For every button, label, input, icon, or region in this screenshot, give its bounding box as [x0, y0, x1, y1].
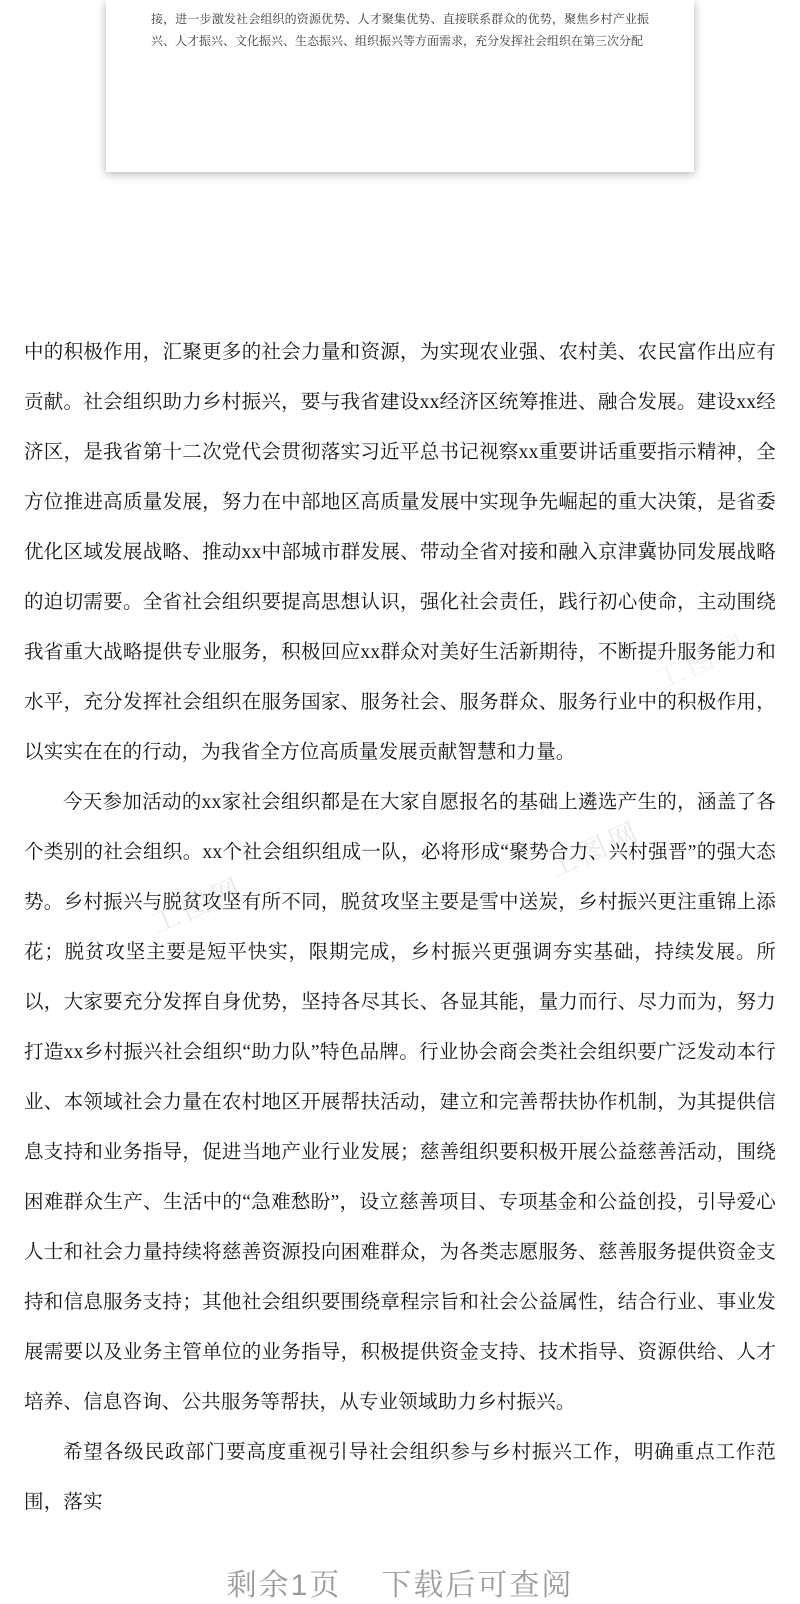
document-paragraph-continued: 中的积极作用，汇聚更多的社会力量和资源，为实现农业强、农村美、农民富作出应有贡献。社会组织助力乡村振兴，要与我省建设xx经济区统筹推进、融合发展。建设xx经济区，是我省第十二次党代会贯彻落实习近平总书记视察xx重要讲话重要指示精神，全方位推进高质量发展，努力在中部地区高质量发展中实现争先崛起的重大决策，是省委优化区域发展战略、推动xx中部城市群发展、带动全省对接和融入京津冀协同发展战略的迫切需要。全省社会组织要提高思想认识，强化社会责任，践行初心使命，主动围绕我省重大战略提供专业服务，积极回应xx群众对美好生活新期待，不断提升服务能力和水平，充分发挥社会组织在服务国家、服务社会、服务群众、服务行业中的积极作用，以实实在在的行动，为我省全方位高质量发展贡献智慧和力量。 [24, 342, 776, 763]
watermark-text: 工图网 [543, 814, 648, 885]
previous-page-text: 接，进一步激发社会组织的资源优势、人才聚集优势、直接联系群众的优势，聚焦乡村产业振兴、人才振兴、文化振兴、生态振兴、组织振兴等方面需求，充分发挥社会组织在第三次分配 [151, 12, 649, 48]
document-paragraph: 今天参加活动的xx家社会组织都是在大家自愿报名的基础上遴选产生的，涵盖了各个类别的社会组织。xx个社会组织组成一队，必将形成“聚势合力、兴村强晋”的强大态势。乡村振兴与脱贫攻坚有所不同，脱贫攻坚主要是雪中送炭，乡村振兴更注重锦上添花；脱贫攻坚主要是短平快实，限期完成，乡村振兴更强调夯实基础，持续发展。所以，大家要充分发挥自身优势，坚持各尽其长、各显其能，量力而行、尽力而为，努力打造xx乡村振兴社会组织“助力队”特色品牌。行业协会商会类社会组织要广泛发动本行业、本领域社会力量在农村地区开展帮扶活动，建立和完善帮扶协作机制，为其提供信息支持和业务指导，促进当地产业行业发展；慈善组织要积极开展公益慈善活动，围绕困难群众生产、生活中的“急难愁盼”，设立慈善项目、专项基金和公益创投，引导爱心人士和社会力量持续将慈善资源投向困难群众，为各类志愿服务、慈善服务提供资金支持和信息服务支持；其他社会组织要围绕章程宗旨和社会公益属性，结合行业、事业发展需要以及业务主管单位的业务指导，积极提供资金支持、技术指导、资源供给、人才培养、信息咨询、公共服务等帮扶，从专业领域助力乡村振兴。 [24, 792, 776, 1413]
remaining-pages-notice [0, 1560, 800, 1604]
previous-page-card [106, 0, 694, 172]
watermark-text: 工图网 [146, 870, 251, 941]
document-page [24, 328, 776, 1528]
watermark-text: 工图网 [650, 626, 755, 697]
document-paragraph: 希望各级民政部门要高度重视引导社会组织参与乡村振兴工作，明确重点工作范围，落实 [24, 1442, 776, 1513]
download-hint-text: 下载后可查阅 [381, 1569, 574, 1602]
remaining-pages-text: 剩余1页 [226, 1569, 342, 1602]
